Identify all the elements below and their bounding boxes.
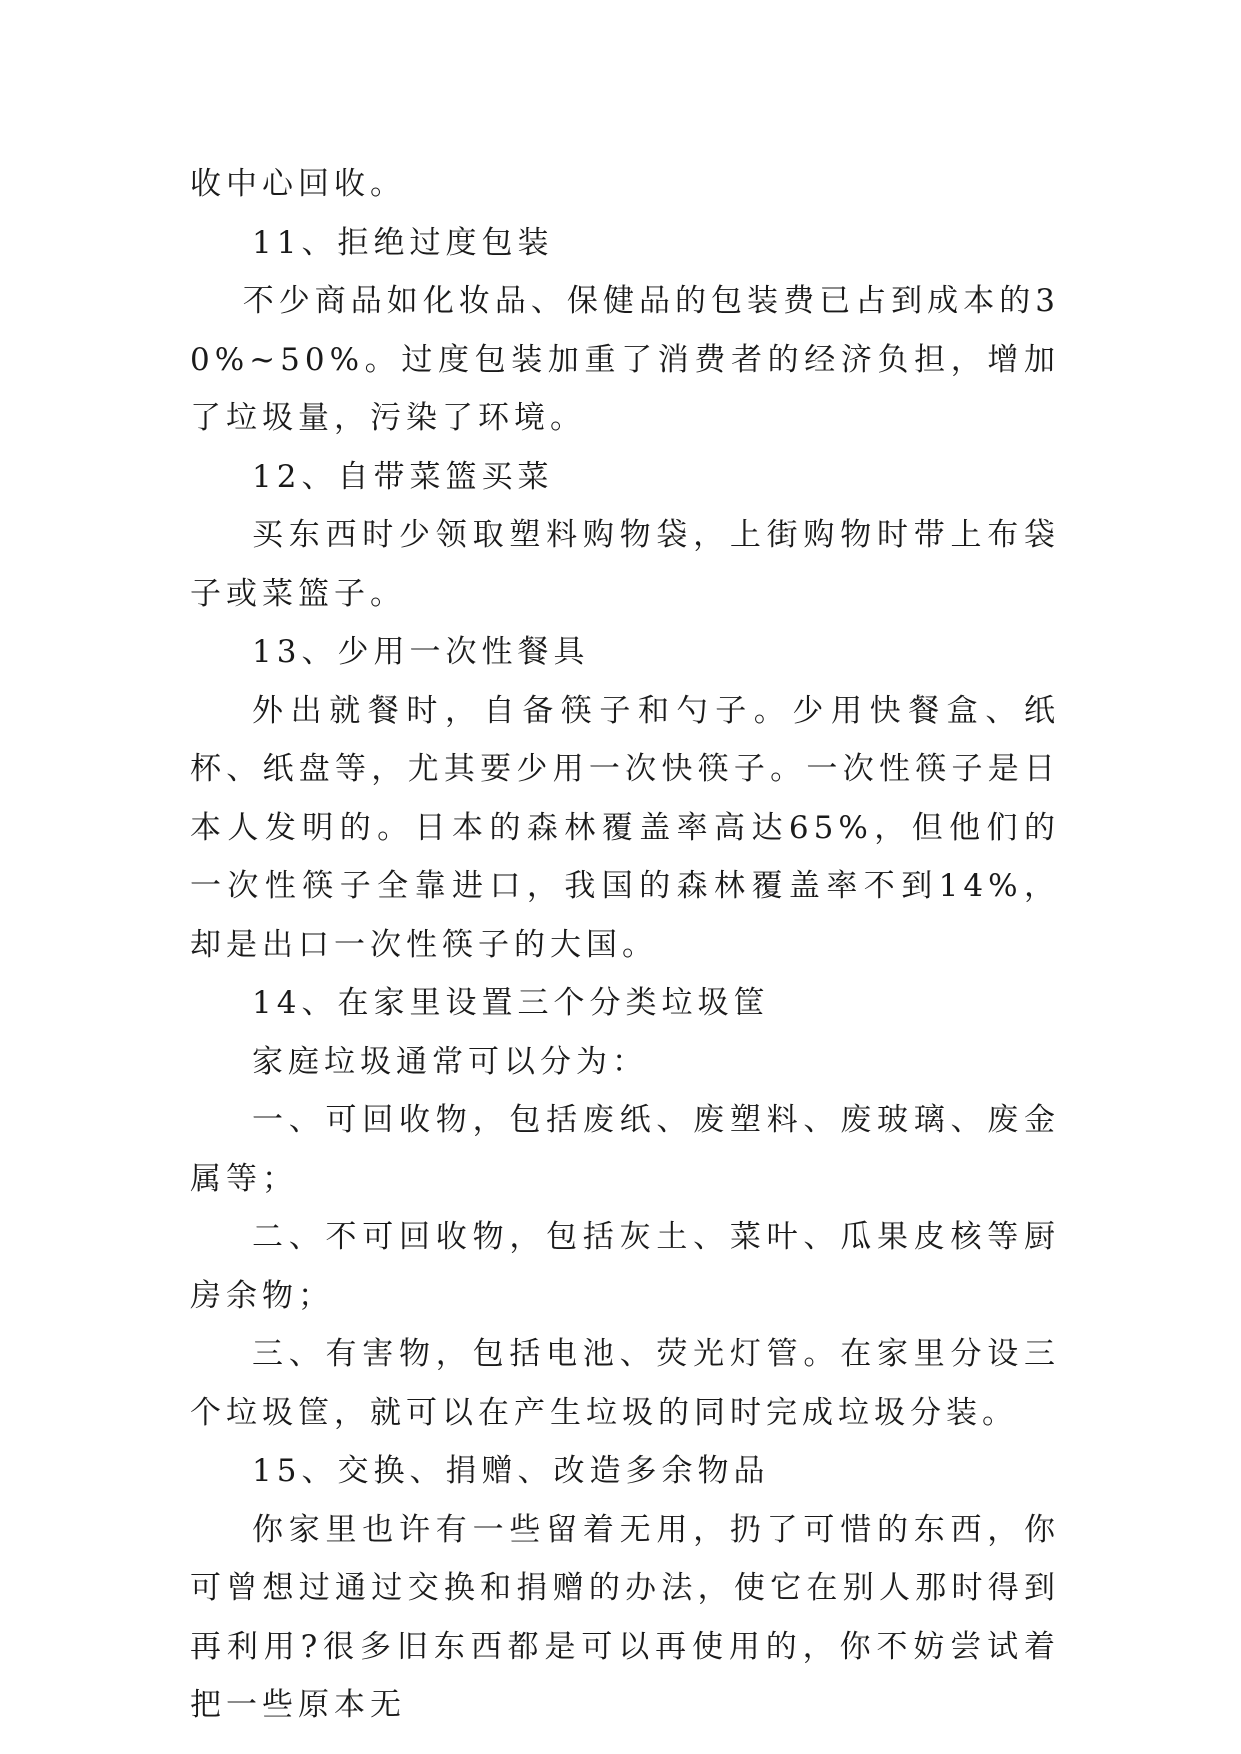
paragraph-15: 你家里也许有一些留着无用，扔了可惜的东西，你可曾想过通过交换和捐赠的办法，使它在别人那时得到再利用?很多旧东西都是可以再使用的，你不妨尝试着把一些原本无 — [190, 1511, 1060, 1723]
paragraph-13: 外出就餐时，自备筷子和勺子。少用快餐盒、纸杯、纸盘等，尤其要少用一次快筷子。一次性筷子是日本人发明的。日本的森林覆盖率高达65%，但他们的一次性筷子全靠进口，我国的森林覆盖率不到14%，却是出口一次性筷子的大国。 — [190, 692, 1060, 963]
list-item-recyclable: 一、可回收物，包括废纸、废塑料、废玻璃、废金属等； — [190, 1102, 1060, 1197]
paragraph-14-intro: 家庭垃圾通常可以分为： — [252, 1043, 648, 1080]
list-item-hazardous: 三、有害物，包括电池、荧光灯管。在家里分设三个垃圾筐，就可以在产生垃圾的同时完成垃圾分装。 — [190, 1336, 1060, 1431]
paragraph-continuation: 收中心回收。 — [190, 166, 406, 202]
heading-15: 15、交换、捐赠、改造多余物品 — [252, 1453, 770, 1489]
paragraph-11: 不少商品如化妆品、保健品的包装费已占到成本的30%~50%。过度包装加重了消费者的经济负担，增加了垃圾量，污染了环境。 — [190, 283, 1060, 436]
heading-12: 12、自带菜篮买菜 — [252, 458, 554, 495]
list-item-non-recyclable: 二、不可回收物，包括灰土、菜叶、瓜果皮核等厨房余物； — [190, 1219, 1060, 1314]
paragraph-12: 买东西时少领取塑料购物袋，上街购物时带上布袋子或菜篮子。 — [190, 517, 1060, 612]
heading-11: 11、拒绝过度包装 — [252, 224, 554, 261]
document-body — [190, 155, 1060, 1735]
heading-14: 14、在家里设置三个分类垃圾筐 — [252, 985, 770, 1021]
heading-13: 13、少用一次性餐具 — [252, 634, 590, 670]
